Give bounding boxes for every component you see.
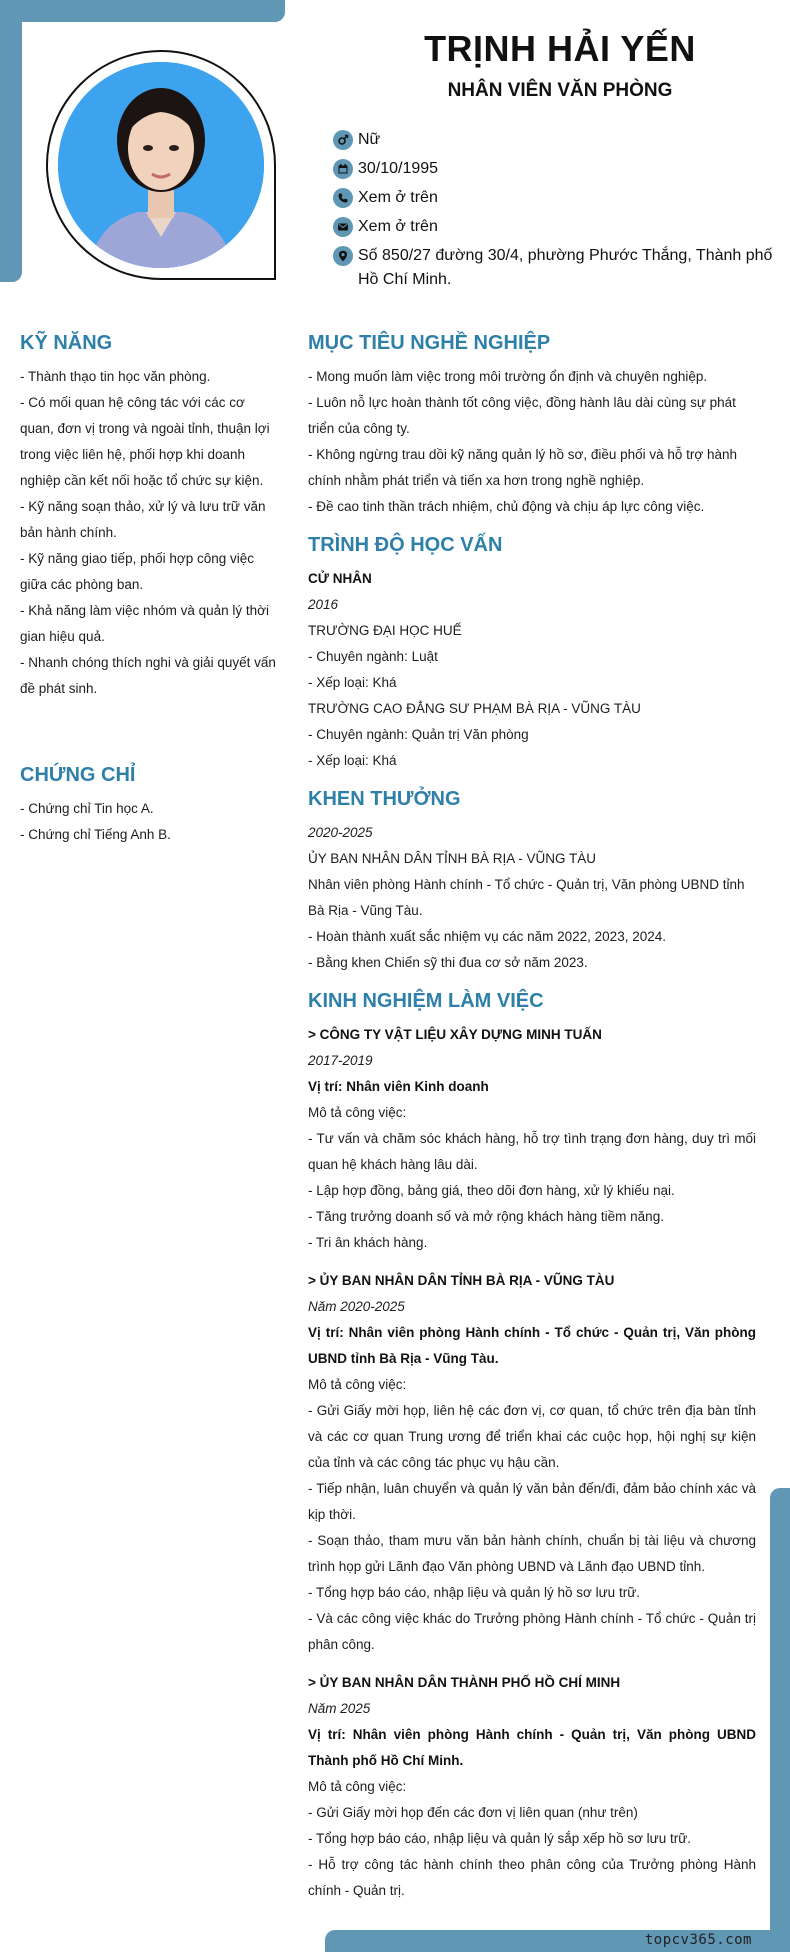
- job-desc-label: Mô tả công việc:: [308, 1377, 407, 1392]
- calendar-icon: [333, 159, 353, 179]
- job-position: Vị trí: Nhân viên Kinh doanh: [308, 1079, 489, 1094]
- watermark: topcv365.com: [644, 1932, 752, 1948]
- job-desc-line: - Tư vấn và chăm sóc khách hàng, hỗ trợ tình trạng đơn hàng, duy trì mối quan hệ khách hàng lâu dài.: [308, 1131, 756, 1172]
- education-line: - Chuyên ngành: Quản trị Văn phòng: [308, 727, 529, 742]
- objective-item: - Mong muốn làm việc trong môi trường ổn định và chuyên nghiệp.: [308, 369, 708, 384]
- education-line: TRƯỜNG CAO ĐẲNG SƯ PHẠM BÀ RỊA - VŨNG TÀU: [308, 701, 641, 716]
- skills-section: [20, 330, 278, 702]
- avatar-portrait: [58, 62, 264, 268]
- job-company: > ỦY BAN NHÂN DÂN TỈNH BÀ RỊA - VŨNG TÀU: [308, 1273, 615, 1288]
- certificates-section: [20, 762, 278, 848]
- skill-item: - Kỹ năng soạn thảo, xử lý và lưu trữ văn bản hành chính.: [20, 499, 266, 540]
- education-line: TRƯỜNG ĐẠI HỌC HUẾ: [308, 623, 462, 638]
- education-line: - Xếp loại: Khá: [308, 753, 397, 768]
- job-period: Năm 2020-2025: [308, 1299, 405, 1314]
- skill-item: - Thành thạo tin học văn phòng.: [20, 369, 211, 384]
- job-desc-line: - Gửi Giấy mời họp, liên hệ các đơn vị, cơ quan, tổ chức trên địa bàn tỉnh và các cơ quan Trung ương để triển khai các cuộc họp, hội nghị sự kiện của tỉnh và các công tác phục vụ hậu cần.: [308, 1403, 756, 1470]
- objective-item: - Không ngừng trau dồi kỹ năng quản lý hồ sơ, điều phối và hỗ trợ hành chính nhằm phát triển và tiến xa hơn trong nghề nghiệp.: [308, 447, 738, 488]
- contact-address-value: Số 850/27 đường 30/4, phường Phước Thắng, Thành phố Hồ Chí Minh.: [358, 247, 773, 288]
- awards-line: - Hoàn thành xuất sắc nhiệm vụ các năm 2022, 2023, 2024.: [308, 929, 666, 944]
- decor-right-bar: [770, 1488, 790, 1952]
- job-desc-line: - Lập hợp đồng, bảng giá, theo dõi đơn hàng, xử lý khiếu nại.: [308, 1183, 675, 1198]
- job-period: 2017-2019: [308, 1053, 373, 1068]
- objective-item: - Luôn nỗ lực hoàn thành tốt công việc, đồng hành lâu dài cùng sự phát triển của công ty.: [308, 395, 736, 436]
- contact-email: [333, 215, 773, 239]
- candidate-job-title: NHÂN VIÊN VĂN PHÒNG: [447, 80, 673, 101]
- job-desc-line: - Tri ân khách hàng.: [308, 1235, 428, 1250]
- objective-title: MỤC TIÊU NGHỀ NGHIỆP: [308, 332, 551, 354]
- job-position: Vị trí: Nhân viên phòng Hành chính - Quản trị, Văn phòng UBND Thành phố Hồ Chí Minh.: [308, 1727, 756, 1768]
- education-section: [308, 532, 756, 774]
- contact-list: [333, 128, 773, 297]
- certificate-item: - Chứng chỉ Tin học A.: [20, 801, 154, 816]
- candidate-name: TRỊNH HẢI YẾN: [424, 28, 696, 69]
- contact-address: [333, 244, 773, 292]
- certificates-list: [20, 796, 278, 848]
- job-position: Vị trí: Nhân viên phòng Hành chính - Tổ chức - Quản trị, Văn phòng UBND tỉnh Bà Rịa - Vũng Tàu.: [308, 1325, 756, 1366]
- objective-list: [308, 364, 756, 520]
- job-company: > CÔNG TY VẬT LIỆU XÂY DỰNG MINH TUẤN: [308, 1027, 602, 1042]
- job-desc-line: - Và các công việc khác do Trưởng phòng Hành chính - Tổ chức - Quản trị phân công.: [308, 1611, 756, 1652]
- skill-item: - Khả năng làm việc nhóm và quản lý thời gian hiệu quả.: [20, 603, 269, 644]
- job-entry: [308, 1670, 756, 1904]
- job-desc-line: - Soạn thảo, tham mưu văn bản hành chính, chuẩn bị tài liệu và chương trình họp gửi Lãnh đạo Văn phòng UBND và Lãnh đạo UBND tỉnh.: [308, 1533, 756, 1574]
- job-entry: [308, 1268, 756, 1658]
- experience-section: [308, 988, 756, 1904]
- contact-gender: [333, 128, 773, 152]
- skill-item: - Có mối quan hệ công tác với các cơ quan, đơn vị trong và ngoài tỉnh, thuận lợi trong việc liên hệ, phối hợp khi doanh nghiệp cần kết nối hoặc tổ chức sự kiện.: [20, 395, 270, 488]
- job-desc-line: - Tổng hợp báo cáo, nhập liệu và quản lý sắp xếp hồ sơ lưu trữ.: [308, 1831, 692, 1846]
- awards-title: KHEN THƯỞNG: [308, 788, 461, 810]
- contact-phone-value: Xem ở trên: [358, 189, 438, 206]
- skill-item: - Kỹ năng giao tiếp, phối hợp công việc giữa các phòng ban.: [20, 551, 255, 592]
- job-company: > ỦY BAN NHÂN DÂN THÀNH PHỐ HỒ CHÍ MINH: [308, 1675, 621, 1690]
- job-entry: [308, 1022, 756, 1256]
- job-desc-line: - Tăng trưởng doanh số và mở rộng khách hàng tiềm năng.: [308, 1209, 664, 1224]
- contact-birthday: [333, 157, 773, 181]
- contact-phone: [333, 186, 773, 210]
- job-desc-line: - Tổng hợp báo cáo, nhập liệu và quản lý hồ sơ lưu trữ.: [308, 1585, 640, 1600]
- left-column: [20, 330, 278, 848]
- decor-left-bar: [0, 0, 22, 282]
- avatar: [58, 62, 264, 268]
- location-icon: [333, 246, 353, 266]
- objective-section: [308, 330, 756, 520]
- awards-list: [308, 820, 756, 976]
- job-desc-line: - Tiếp nhận, luân chuyển và quản lý văn bản đến/đi, đảm bảo chính xác và kịp thời.: [308, 1481, 756, 1522]
- contact-gender-value: Nữ: [358, 131, 381, 148]
- gender-icon: [333, 130, 353, 150]
- decor-top-bar: [0, 0, 285, 22]
- education-line: - Xếp loại: Khá: [308, 675, 397, 690]
- certificates-title: CHỨNG CHỈ: [20, 764, 136, 786]
- education-year: 2016: [308, 597, 339, 612]
- job-desc-label: Mô tả công việc:: [308, 1779, 407, 1794]
- right-column: [308, 330, 756, 1916]
- phone-icon: [333, 188, 353, 208]
- contact-birthday-value: 30/10/1995: [358, 160, 439, 177]
- awards-line: Nhân viên phòng Hành chính - Tổ chức - Quản trị, Văn phòng UBND tỉnh Bà Rịa - Vũng Tàu.: [308, 877, 745, 918]
- job-desc-label: Mô tả công việc:: [308, 1105, 407, 1120]
- awards-period: 2020-2025: [308, 825, 373, 840]
- skill-item: - Nhanh chóng thích nghi và giải quyết vấn đề phát sinh.: [20, 655, 276, 696]
- education-line: - Chuyên ngành: Luật: [308, 649, 438, 664]
- awards-line: ỦY BAN NHÂN DÂN TỈNH BÀ RỊA - VŨNG TÀU: [308, 851, 597, 866]
- email-icon: [333, 217, 353, 237]
- contact-email-value: Xem ở trên: [358, 218, 438, 235]
- education-degree: CỬ NHÂN: [308, 571, 372, 586]
- awards-section: [308, 786, 756, 976]
- skills-list: [20, 364, 278, 702]
- education-list: [308, 566, 756, 774]
- skills-title: KỸ NĂNG: [20, 332, 113, 354]
- education-title: TRÌNH ĐỘ HỌC VẤN: [308, 534, 503, 556]
- awards-line: - Bằng khen Chiến sỹ thi đua cơ sở năm 2023.: [308, 955, 588, 970]
- job-desc-line: - Gửi Giấy mời họp đến các đơn vị liên quan (như trên): [308, 1805, 638, 1820]
- objective-item: - Đề cao tinh thần trách nhiệm, chủ động và chịu áp lực công việc.: [308, 499, 705, 514]
- certificate-item: - Chứng chỉ Tiếng Anh B.: [20, 827, 171, 842]
- experience-title: KINH NGHIỆM LÀM VIỆC: [308, 990, 544, 1012]
- job-desc-line: - Hỗ trợ công tác hành chính theo phân công của Trưởng phòng Hành chính - Quản trị.: [308, 1857, 756, 1898]
- job-period: Năm 2025: [308, 1701, 371, 1716]
